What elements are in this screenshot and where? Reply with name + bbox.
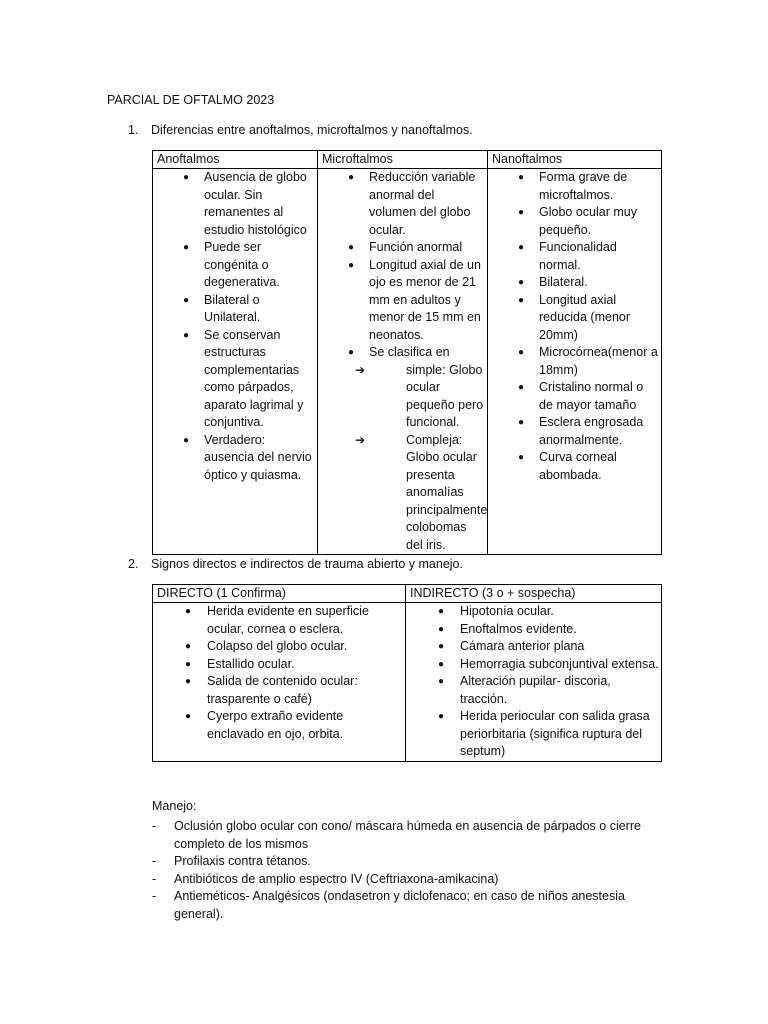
comparison-table xyxy=(152,150,662,555)
bullet-icon: ● xyxy=(518,172,525,183)
manejo-heading: Manejo: xyxy=(152,799,197,813)
bullet-icon: ● xyxy=(518,452,525,463)
arrow-right-icon: ➔ xyxy=(355,362,366,377)
bullet-icon: ● xyxy=(518,207,525,218)
anoftalmos-cell xyxy=(153,169,318,555)
bullet-icon: ● xyxy=(185,658,192,670)
list-item: ● Puede ser congénita o degenerativa. xyxy=(183,240,280,289)
list-item: ● Microcórnea(menor a 18mm) xyxy=(518,345,658,377)
list-item: ● Curva corneal abombada. xyxy=(518,450,617,482)
list-item: ● Salida de contenido ocular: trasparente o café) xyxy=(185,674,358,706)
indirecto-cell xyxy=(406,603,662,762)
bullet-icon: ● xyxy=(518,417,525,428)
list-item: ● Colapso del globo ocular. xyxy=(153,638,403,656)
bullet-icon: ● xyxy=(518,294,525,306)
list-item: ● Se conservan estructuras complementarias como párpados, aparato lagrimal y conjuntiva. xyxy=(183,327,304,429)
bullet-icon: ● xyxy=(183,329,190,341)
directo-cell xyxy=(153,603,406,762)
list-item: ● Bilateral. xyxy=(488,274,659,292)
list-item: ● Esclera engrosada anormalmente. xyxy=(518,415,644,447)
header-nanoftalmos: Nanoftalmos xyxy=(488,151,662,169)
table-header-row xyxy=(153,151,662,169)
list-item: ● Se clasifica en ➔ simple: Globo ocular pequeño pero funcional. ➔ Compleja: Globo ocular presenta anomalías principalmente colobomas del iris. xyxy=(318,344,485,554)
bullet-icon: ● xyxy=(438,623,445,635)
bullet-icon: ● xyxy=(518,347,525,358)
bullet-icon: ● xyxy=(518,382,525,393)
nanoftalmos-cell xyxy=(488,169,662,555)
question-number: 1. xyxy=(128,123,139,137)
list-item: ● Hipotonía ocular. xyxy=(406,603,659,621)
bullet-icon: ● xyxy=(185,641,192,652)
bullet-icon: ● xyxy=(185,606,192,617)
bullet-icon: ● xyxy=(438,658,445,670)
list-item: - Profilaxis contra tétanos. xyxy=(152,854,311,868)
list-item: ● Estallido ocular. xyxy=(153,656,403,674)
bullet-icon: ● xyxy=(183,242,190,253)
document-title: PARCIAL DE OFTALMO 2023 xyxy=(107,93,275,107)
header-directo: DIRECTO (1 Confirma) xyxy=(153,585,406,603)
table-header-row xyxy=(153,585,662,603)
manejo-list xyxy=(152,818,672,923)
list-item: - Antieméticos- Analgésicos (ondasetron y diclofenaco; en caso de niños anestesia general). xyxy=(152,889,625,921)
list-item: ● Ausencia de globo ocular. Sin remanentes al estudio histológico xyxy=(183,170,307,237)
trauma-signs-table xyxy=(152,584,662,762)
header-indirecto: INDIRECTO (3 o + sospecha) xyxy=(406,585,662,603)
bullet-icon: ● xyxy=(348,242,355,253)
bullet-icon: ● xyxy=(185,676,192,687)
list-item: ● Cámara anterior plana xyxy=(406,638,659,656)
table-row xyxy=(153,603,662,762)
bullet-icon: ● xyxy=(185,711,192,722)
bullet-icon: ● xyxy=(518,242,525,253)
list-item: ● Cyerpo extraño evidente enclavado en ojo, orbita. xyxy=(185,709,344,741)
list-item: - Antibióticos de amplio espectro IV (Ceftriaxona-amikacina) xyxy=(152,871,499,886)
list-item: ● Bilateral o Unilateral. xyxy=(183,292,261,324)
bullet-icon: ● xyxy=(438,711,445,722)
bullet-icon: ● xyxy=(438,641,445,652)
list-item: ● Hemorragia subconjuntival extensa. xyxy=(406,656,659,674)
bullet-icon: ● xyxy=(348,347,355,358)
table-row xyxy=(153,169,662,555)
list-item: ● Reducción variable anormal del volumen del globo ocular. xyxy=(348,170,476,237)
list-item: ● Alteración pupilar- discoria, tracción. xyxy=(438,674,611,706)
sub-list-item: ➔ simple: Globo ocular pequeño pero funcional. xyxy=(355,362,484,429)
bullet-icon: ● xyxy=(438,606,445,617)
list-item: ● Longitud axial de un ojo es menor de 21 mm en adultos y menor de 15 mm en neonatos. xyxy=(348,257,481,342)
list-item: ● Enoftalmos evidente. xyxy=(406,621,659,639)
header-microftalmos: Microftalmos xyxy=(318,151,488,169)
question-text: Diferencias entre anoftalmos, microftalmos y nanoftalmos. xyxy=(151,123,473,137)
list-item: - Oclusión globo ocular con cono/ máscara húmeda en ausencia de párpados o cierre completo de los mismos xyxy=(152,819,641,851)
bullet-icon: ● xyxy=(438,676,445,687)
bullet-icon: ● xyxy=(348,172,355,183)
bullet-icon: ● xyxy=(183,172,190,183)
list-item: ● Cristalino normal o de mayor tamaño xyxy=(518,380,644,412)
bullet-icon: ● xyxy=(183,294,190,306)
list-item: ● Longitud axial reducida (menor 20mm) xyxy=(518,292,631,342)
header-anoftalmos: Anoftalmos xyxy=(153,151,318,169)
list-item: ● Función anormal xyxy=(318,239,485,257)
list-item: ● Verdadero: ausencia del nervio óptico y quiasma. xyxy=(183,432,312,482)
bullet-icon: ● xyxy=(183,434,190,446)
arrow-right-icon: ➔ xyxy=(355,432,366,447)
list-item: ● Herida evidente en superficie ocular, cornea o esclera. xyxy=(185,604,369,636)
sub-list-item: ➔ Compleja: Globo ocular presenta anomalías principalmente colobomas del iris. xyxy=(355,432,488,552)
bullet-icon: ● xyxy=(348,259,355,271)
list-item: ● Globo ocular muy pequeño. xyxy=(518,205,637,237)
list-item: ● Forma grave de microftalmos. xyxy=(518,170,628,202)
question-text: Signos directos e indirectos de trauma abierto y manejo. xyxy=(151,557,463,571)
microftalmos-cell xyxy=(318,169,488,555)
question-number: 2. xyxy=(128,557,139,571)
bullet-icon: ● xyxy=(518,277,525,288)
list-item: ● Herida periocular con salida grasa periorbitaria (significa ruptura del septum) xyxy=(438,709,650,758)
list-item: ● Funcionalidad normal. xyxy=(518,240,617,272)
